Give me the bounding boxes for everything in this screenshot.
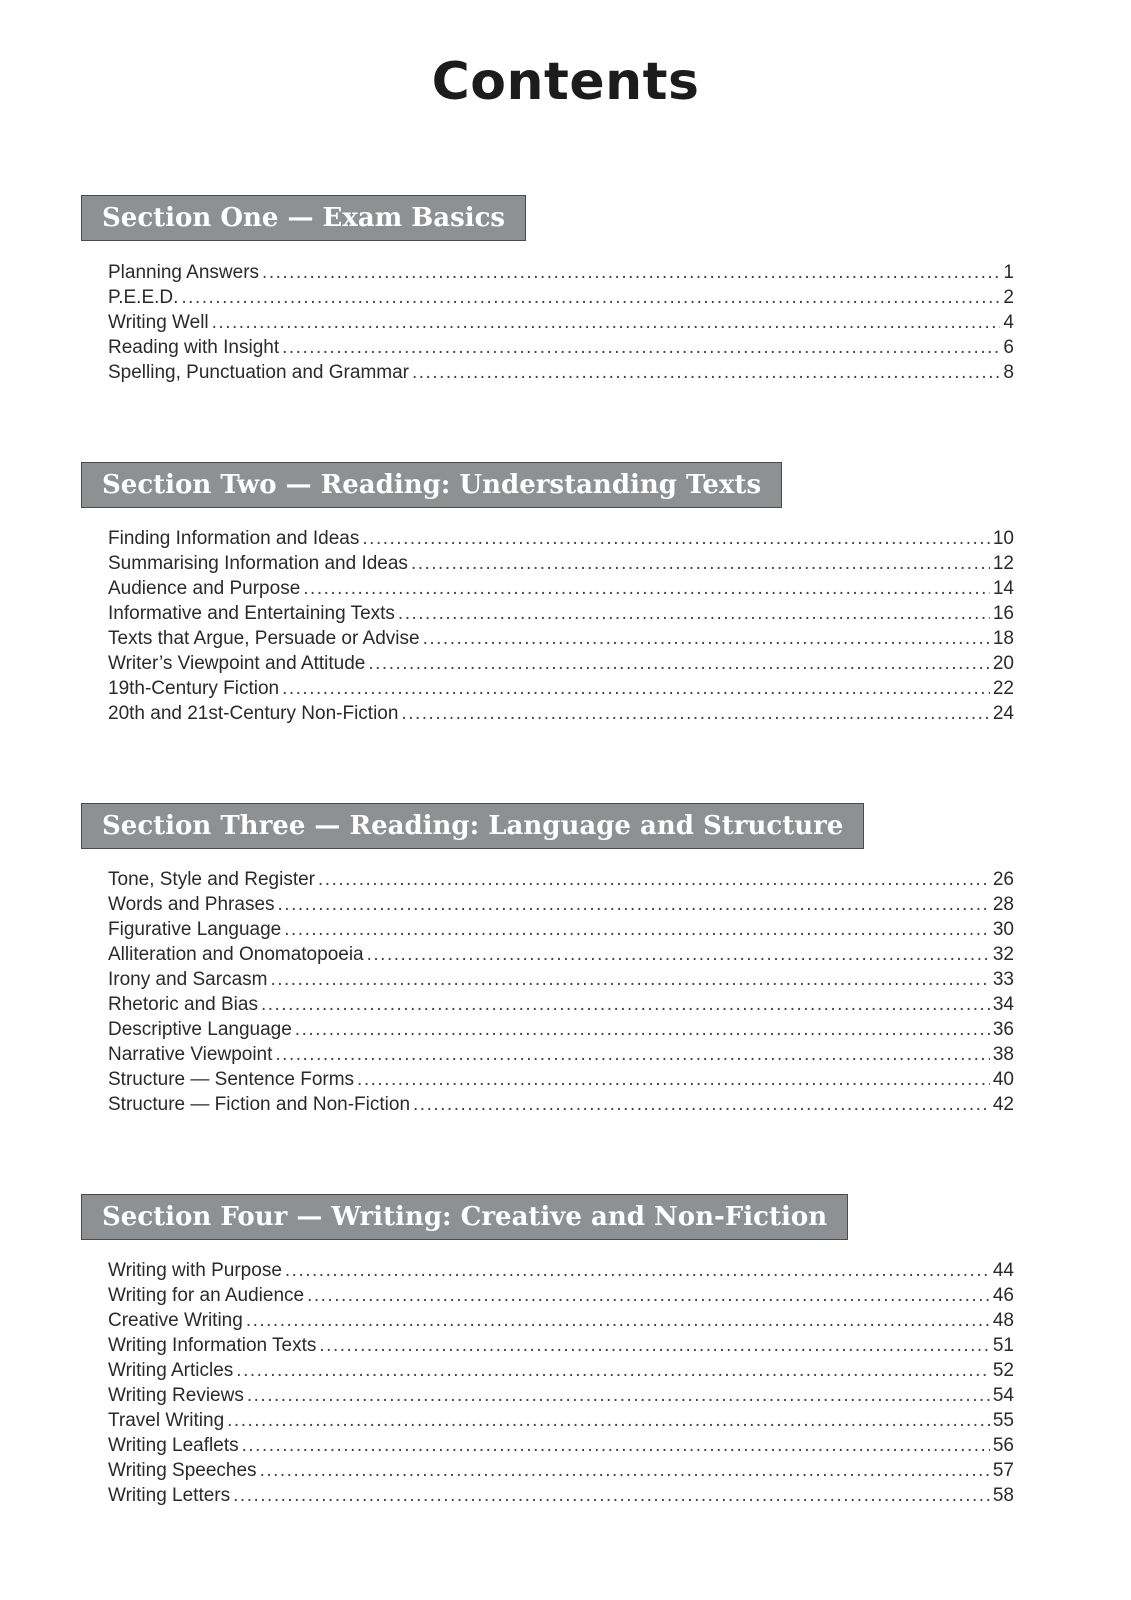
section-heading: Section Four — Writing: Creative and Non-Fiction xyxy=(81,1194,848,1240)
entry-title: Writing Well xyxy=(108,312,209,333)
entry-title: P.E.E.D. xyxy=(108,287,179,308)
dot-leader xyxy=(270,967,989,992)
dot-leader xyxy=(413,1092,990,1117)
entry-title: Structure — Sentence Forms xyxy=(108,1069,355,1090)
toc-entry[interactable] xyxy=(108,992,1014,1017)
toc-entry[interactable] xyxy=(108,1408,1014,1433)
toc-entry[interactable] xyxy=(108,917,1014,942)
entry-title: Structure — Fiction and Non-Fiction xyxy=(108,1094,411,1115)
toc-entry[interactable] xyxy=(108,1017,1014,1042)
page-number: 10 xyxy=(992,528,1014,549)
toc-entry[interactable] xyxy=(108,1483,1014,1508)
toc-entry[interactable] xyxy=(108,1308,1014,1333)
toc-entry[interactable] xyxy=(108,526,1014,551)
page-title: Contents xyxy=(431,52,700,112)
dot-leader xyxy=(282,335,1000,360)
toc-list xyxy=(108,867,1014,1117)
page-number: 57 xyxy=(992,1460,1014,1481)
page-number: 44 xyxy=(992,1260,1014,1281)
section-heading: Section Two — Reading: Understanding Texts xyxy=(81,462,782,508)
dot-leader xyxy=(233,1483,990,1508)
toc-entry[interactable] xyxy=(108,551,1014,576)
page-number: 51 xyxy=(992,1335,1014,1356)
dot-leader xyxy=(423,626,990,651)
dot-leader xyxy=(284,917,990,942)
dot-leader xyxy=(412,360,1000,385)
dot-leader xyxy=(362,526,989,551)
entry-title: Reading with Insight xyxy=(108,337,280,358)
dot-leader xyxy=(227,1408,990,1433)
toc-entry[interactable] xyxy=(108,285,1014,310)
dot-leader xyxy=(411,551,990,576)
dot-leader xyxy=(398,601,990,626)
page-number: 46 xyxy=(992,1285,1014,1306)
entry-title: Writing Articles xyxy=(108,1360,234,1381)
dot-leader xyxy=(401,701,989,726)
dot-leader xyxy=(242,1433,990,1458)
section-heading: Section Three — Reading: Language and Structure xyxy=(81,803,864,849)
entry-title: Writing for an Audience xyxy=(108,1285,305,1306)
page-number: 16 xyxy=(992,603,1014,624)
entry-title: Spelling, Punctuation and Grammar xyxy=(108,362,409,383)
page-number: 1 xyxy=(1003,262,1014,283)
dot-leader xyxy=(247,1383,990,1408)
toc-entry[interactable] xyxy=(108,1067,1014,1092)
entry-title: Figurative Language xyxy=(108,919,282,940)
dot-leader xyxy=(285,1258,990,1283)
page-number: 18 xyxy=(992,628,1014,649)
toc-entry[interactable] xyxy=(108,601,1014,626)
entry-title: Writing Leaflets xyxy=(108,1435,239,1456)
entry-title: Writing Reviews xyxy=(108,1385,244,1406)
entry-title: Writing Speeches xyxy=(108,1460,257,1481)
page-number: 54 xyxy=(992,1385,1014,1406)
page-number: 28 xyxy=(992,894,1014,915)
dot-leader xyxy=(307,1283,990,1308)
entry-title: Alliteration and Onomatopoeia xyxy=(108,944,364,965)
entry-title: Irony and Sarcasm xyxy=(108,969,268,990)
page-number: 32 xyxy=(992,944,1014,965)
toc-entry[interactable] xyxy=(108,576,1014,601)
toc-entry[interactable] xyxy=(108,1283,1014,1308)
page-number: 48 xyxy=(992,1310,1014,1331)
toc-entry[interactable] xyxy=(108,1383,1014,1408)
entry-title: Travel Writing xyxy=(108,1410,225,1431)
page-number: 33 xyxy=(992,969,1014,990)
toc-entry[interactable] xyxy=(108,260,1014,285)
toc-entry[interactable] xyxy=(108,867,1014,892)
page-number: 58 xyxy=(992,1485,1014,1506)
toc-entry[interactable] xyxy=(108,1433,1014,1458)
dot-leader xyxy=(318,867,990,892)
dot-leader xyxy=(282,676,990,701)
page-number: 8 xyxy=(1003,362,1014,383)
entry-title: Narrative Viewpoint xyxy=(108,1044,273,1065)
page-number: 52 xyxy=(992,1360,1014,1381)
entry-title: Audience and Purpose xyxy=(108,578,301,599)
entry-title: Tone, Style and Register xyxy=(108,869,316,890)
entry-title: Words and Phrases xyxy=(108,894,275,915)
toc-entry[interactable] xyxy=(108,335,1014,360)
page-number: 55 xyxy=(992,1410,1014,1431)
page-number: 14 xyxy=(992,578,1014,599)
entry-title: Writing Letters xyxy=(108,1485,231,1506)
dot-leader xyxy=(262,260,1000,285)
dot-leader xyxy=(303,576,990,601)
toc-entry[interactable] xyxy=(108,1333,1014,1358)
page-number: 22 xyxy=(992,678,1014,699)
dot-leader xyxy=(278,892,990,917)
toc-list xyxy=(108,260,1014,385)
page-number: 24 xyxy=(992,703,1014,724)
entry-title: 20th and 21st-Century Non-Fiction xyxy=(108,703,399,724)
dot-leader xyxy=(212,310,1001,335)
dot-leader xyxy=(295,1017,990,1042)
toc-entry[interactable] xyxy=(108,1042,1014,1067)
dot-leader xyxy=(319,1333,989,1358)
entry-title: Descriptive Language xyxy=(108,1019,292,1040)
dot-leader xyxy=(246,1308,990,1333)
page-number: 56 xyxy=(992,1435,1014,1456)
toc-entry[interactable] xyxy=(108,310,1014,335)
toc-entry[interactable] xyxy=(108,626,1014,651)
page-number: 26 xyxy=(992,869,1014,890)
toc-entry[interactable] xyxy=(108,360,1014,385)
toc-entry[interactable] xyxy=(108,942,1014,967)
page-number: 36 xyxy=(992,1019,1014,1040)
entry-title: Writing with Purpose xyxy=(108,1260,282,1281)
toc-list xyxy=(108,526,1014,726)
page-number: 20 xyxy=(992,653,1014,674)
toc-entry[interactable] xyxy=(108,967,1014,992)
page-number: 12 xyxy=(992,553,1014,574)
entry-title: Planning Answers xyxy=(108,262,260,283)
dot-leader xyxy=(367,942,990,967)
dot-leader xyxy=(368,651,990,676)
entry-title: Writing Information Texts xyxy=(108,1335,317,1356)
entry-title: Writer’s Viewpoint and Attitude xyxy=(108,653,366,674)
toc-entry[interactable] xyxy=(108,1358,1014,1383)
dot-leader xyxy=(275,1042,989,1067)
toc-entry[interactable] xyxy=(108,892,1014,917)
page-number: 34 xyxy=(992,994,1014,1015)
page-number: 30 xyxy=(992,919,1014,940)
toc-entry[interactable] xyxy=(108,1092,1014,1117)
entry-title: Creative Writing xyxy=(108,1310,243,1331)
toc-entry[interactable] xyxy=(108,1458,1014,1483)
page-number: 40 xyxy=(992,1069,1014,1090)
dot-leader xyxy=(357,1067,990,1092)
toc-list xyxy=(108,1258,1014,1508)
toc-entry[interactable] xyxy=(108,1258,1014,1283)
page-number: 6 xyxy=(1003,337,1014,358)
dot-leader xyxy=(261,992,990,1017)
entry-title: Rhetoric and Bias xyxy=(108,994,258,1015)
entry-title: Informative and Entertaining Texts xyxy=(108,603,395,624)
entry-title: Texts that Argue, Persuade or Advise xyxy=(108,628,420,649)
entry-title: 19th-Century Fiction xyxy=(108,678,280,699)
dot-leader xyxy=(181,285,1000,310)
section-heading: Section One — Exam Basics xyxy=(81,195,526,241)
entry-title: Finding Information and Ideas xyxy=(108,528,360,549)
page-number: 2 xyxy=(1003,287,1014,308)
toc-entry[interactable] xyxy=(108,676,1014,701)
page-number: 42 xyxy=(992,1094,1014,1115)
page-number: 4 xyxy=(1003,312,1014,333)
page-number: 38 xyxy=(992,1044,1014,1065)
toc-entry[interactable] xyxy=(108,701,1014,726)
dot-leader xyxy=(260,1458,990,1483)
toc-entry[interactable] xyxy=(108,651,1014,676)
entry-title: Summarising Information and Ideas xyxy=(108,553,408,574)
dot-leader xyxy=(236,1358,990,1383)
